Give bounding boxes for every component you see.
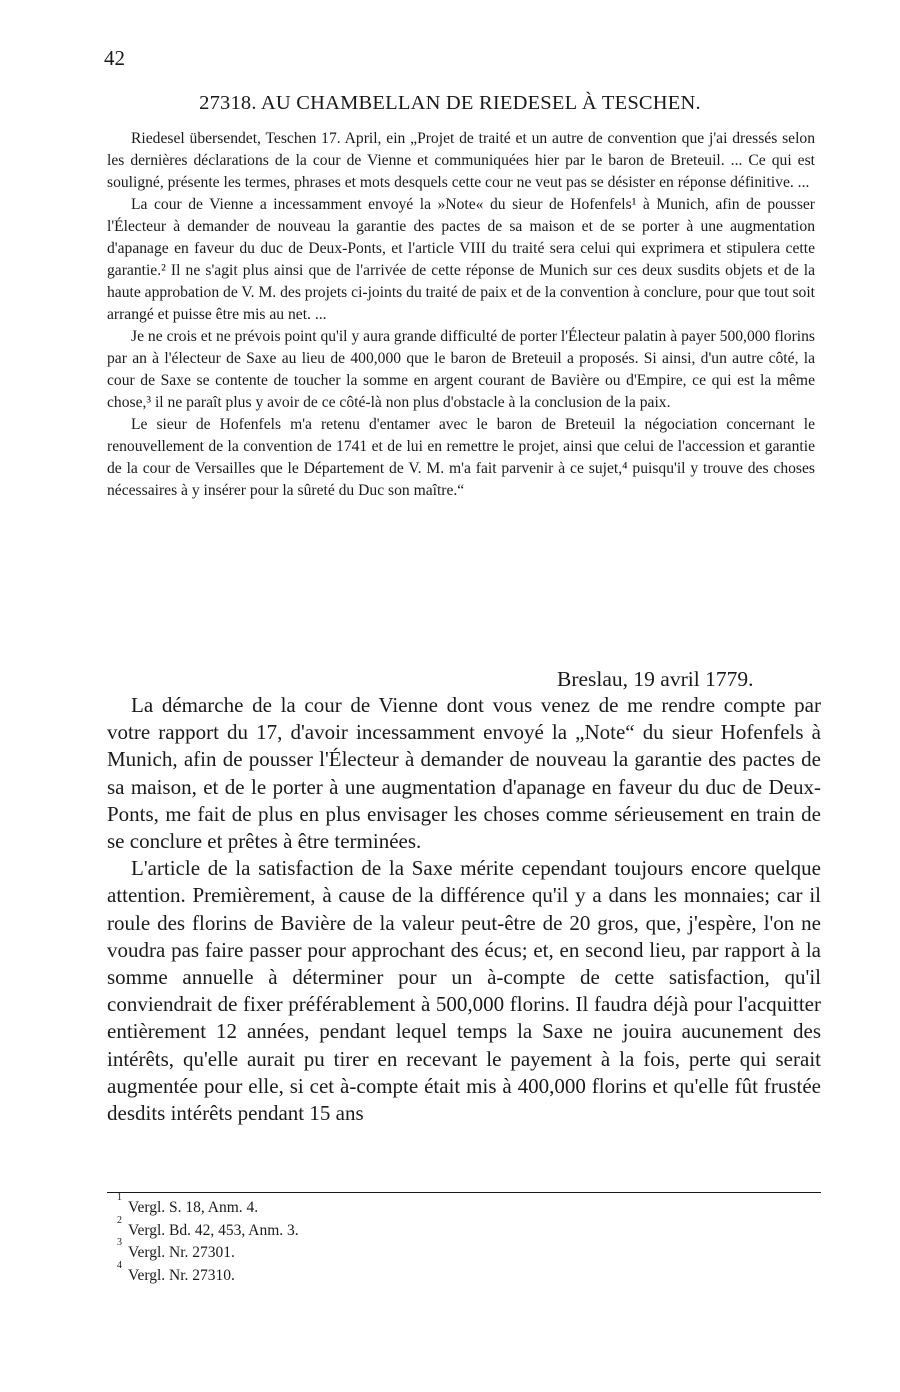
footnote-text: Vergl. Bd. 42, 453, Anm. 3. (128, 1221, 299, 1239)
footnote (117, 1237, 299, 1265)
body-paragraph: La démarche de la cour de Vienne dont vous venez de me rendre compte par votre rapport du 17, d'avoir incessamment envoyé la „Note“ du sieur Hofenfels à Munich, afin de pousser l'Électeur à demander de nouveau la garantie des pactes de sa maison, et de le porter à une augmentation d'apanage en faveur du duc de Deux-Ponts, me fait de plus en plus envisager les choses comme sérieusement en train de se conclure et prêtes à être terminées. (107, 693, 821, 854)
footnote-text: Vergl. S. 18, Anm. 4. (128, 1199, 259, 1216)
footnote (117, 1259, 299, 1288)
letter-body (107, 692, 821, 1127)
footnote (117, 1192, 299, 1220)
body-paragraph: L'article de la satisfaction de la Saxe mérite cependant toujours encore quelque attention. Premièrement, à cause de la différence qu'il y a dans les monnaies; car il roule des florins de Bavière de la valeur peut-être de 20 gros, que, j'espère, l'on ne voudra pas faire passer pour approchant des écus; et, en second lieu, par rapport à la somme annuelle à déterminer pour un à-compte de cette satisfaction, qu'il conviendrait de fixer préférablement à 500,000 florins. Il faudra déjà pour l'acquitter entièrement 12 années, pendant lequel temps la Saxe ne jouira aucunement des intérêts, qu'elle aurait pu tirer en recevant le payement à la fois, perte qui serait augmentée pour elle, si cet à-compte était mis à 400,000 florins et qu'elle fût frustée desdits intérêts pendant 15 ans (107, 856, 821, 1126)
excerpt-paragraph: La cour de Vienne a incessamment envoyé la »Note« du sieur de Hofenfels¹ à Munich, afin de pousser l'Électeur à demander de nouveau la garantie des pactes de sa maison et de se porter à une augmentation d'apanage en faveur du duc de Deux-Ponts, et l'article VIII du traité sera celui qui exprimera et stipulera cette garantie.² Il ne s'agit plus ainsi que de l'arrivée de cette réponse de Munich sur ces deux susdits objets et de la haute approbation de V. M. des projets ci-joints du traité de paix et de la convention à conclure, pour que tout soit arrangé et puisse être mis au net. ... (107, 196, 815, 323)
excerpt-paragraph: Le sieur de Hofenfels m'a retenu d'entamer avec le baron de Breteuil la négociation concernant le renouvellement de la convention de 1741 et de lui en remettre le projet, ainsi que celui de l'accession et garantie de la cour de Versailles que le Département de V. M. m'a fait parvenir à ce sujet,⁴ puisqu'il y trouve des choses nécessaires à y insérer pour la sûreté du Duc son maître.“ (107, 416, 815, 499)
footnote-mark: 2 (117, 1214, 122, 1226)
footnote (117, 1214, 299, 1243)
footnote-text: Vergl. Nr. 27301. (128, 1244, 235, 1261)
letter-heading: 27318. AU CHAMBELLAN DE RIEDESEL À TESCHEN. (199, 92, 701, 114)
footnote-text: Vergl. Nr. 27310. (128, 1266, 235, 1284)
footnote-mark: 3 (117, 1237, 122, 1248)
report-excerpt (107, 128, 815, 502)
excerpt-paragraph: Riedesel übersendet, Teschen 17. April, ein „Projet de traité et un autre de convention que j'ai dressés selon les dernières déclarations de la cour de Vienne et communiquées hier par le baron de Breteuil. ... Ce qui est souligné, présente les termes, phrases et mots desquels cette cour ne veut pas se désister en réponse définitive. ... (107, 130, 815, 191)
excerpt-paragraph: Je ne crois et ne prévois point qu'il y aura grande difficulté de porter l'Électeur palatin à payer 500,000 florins par an à l'électeur de Saxe au lieu de 400,000 que le baron de Breteuil a proposés. Si ainsi, d'un autre côté, la cour de Saxe se contente de toucher la somme en argent courant de Bavière ou d'Empire, ce qui est la même chose,³ il ne paraît plus y avoir de ce côté-là non plus d'obstacle à la conclusion de la paix. (107, 328, 815, 411)
footnote-mark: 1 (117, 1192, 122, 1203)
footnotes (117, 1192, 299, 1287)
footnote-divider (107, 1192, 821, 1193)
dateline: Breslau, 19 avril 1779. (557, 667, 754, 691)
footnote-mark: 4 (117, 1259, 122, 1271)
page-number: 42 (104, 46, 125, 70)
